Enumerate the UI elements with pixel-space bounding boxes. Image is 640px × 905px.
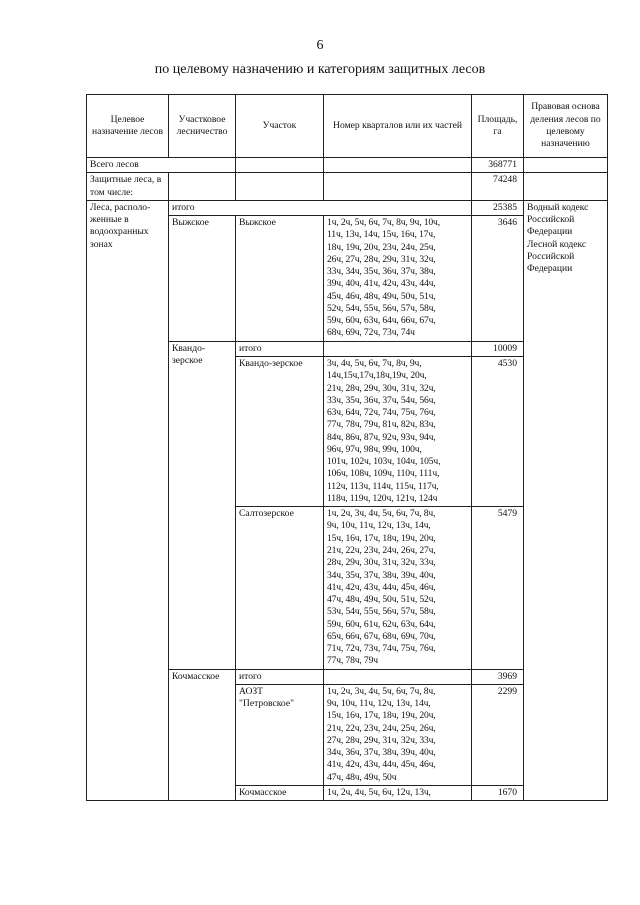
quarter-line: 112ч, 113ч, 114ч, 115ч, 117ч, [327,480,439,492]
kvando-plot: Квандо-зерское [236,356,324,506]
kvando-quarters [324,356,472,506]
quarter-line: 34ч, 35ч, 37ч, 38ч, 39ч, 40ч, [327,569,436,581]
header-purpose: Целевое назначение лесов [87,95,169,158]
aozt-area: 2299 [472,684,524,785]
quarter-line: 15ч, 16ч, 17ч, 18ч, 19ч, 20ч, [327,710,436,722]
protective-area: 74248 [472,173,524,201]
quarter-line: 77ч, 78ч, 79ч [327,655,378,667]
quarter-line: 63ч, 64ч, 72ч, 74ч, 75ч, 76ч, [327,407,436,419]
quarter-line: 18ч, 19ч, 20ч, 23ч, 24ч, 25ч, [327,241,436,253]
page-number: 6 [316,38,324,53]
quarter-line: 26ч, 27ч, 28ч, 29ч, 31ч, 32ч, [327,253,436,265]
quarter-line: 68ч, 69ч, 72ч, 73ч, 74ч [327,327,415,339]
quarter-line: 39ч, 40ч, 41ч, 42ч, 43ч, 44ч, [327,278,436,290]
protective-label: Защитные леса, в том числе: [87,173,169,201]
kochmas-plot: Кочмасское [236,786,324,801]
table-header-row [87,95,608,158]
legal-basis-text: Водный кодекс Российской Федерации Лесной кодекс Российской Федерации [524,200,608,800]
quarter-line: 41ч, 42ч, 43ч, 44ч, 45ч, 46ч, [327,759,436,771]
quarter-line: 45ч, 46ч, 48ч, 49ч, 50ч, 51ч, [327,290,436,302]
kvando-total-label: итого [236,341,324,356]
quarter-line: 28ч, 29ч, 30ч, 31ч, 32ч, 33ч, [327,557,436,569]
aozt-plot: АОЗТ "Петровское" [236,684,324,785]
quarter-line: 15ч, 16ч, 17ч, 18ч, 19ч, 20ч, [327,532,436,544]
salto-area: 5479 [472,507,524,669]
water-total-label: итого [169,200,472,215]
forest-table [86,94,608,801]
quarter-line: 14ч,15ч,17ч,18ч,19ч, 20ч, [327,370,427,382]
quarter-line: 71ч, 72ч, 73ч, 74ч, 75ч, 76ч, [327,643,436,655]
total-label: Всего лесов [87,158,236,173]
quarter-line: 21ч, 22ч, 23ч, 24ч, 26ч, 27ч, [327,544,436,556]
table-row-water-total [87,200,608,215]
kochmas-forestry: Кочмасское [169,669,236,801]
quarter-line: 27ч, 28ч, 29ч, 31ч, 32ч, 33ч, [327,734,436,746]
vyzh-quarters [324,216,472,342]
table-row-total [87,158,608,173]
kochmas-area: 1670 [472,786,524,801]
quarter-line: 33ч, 35ч, 36ч, 37ч, 54ч, 56ч, [327,394,436,406]
quarter-line: 47ч, 48ч, 49ч, 50ч, 51ч, 52ч, [327,594,436,606]
quarter-line: 77ч, 78ч, 79ч, 81ч, 82ч, 83ч, [327,419,436,431]
quarter-line: 101ч, 102ч, 103ч, 104ч, 105ч, [327,456,441,468]
quarter-line: 1ч, 2ч, 4ч, 5ч, 6ч, 12ч, 13ч, [327,787,431,799]
quarter-line: 52ч, 54ч, 55ч, 56ч, 57ч, 58ч, [327,302,436,314]
quarter-line: 21ч, 22ч, 23ч, 24ч, 25ч, 26ч, [327,722,436,734]
kvando-area: 4530 [472,356,524,506]
total-area: 368771 [472,158,524,173]
quarter-line: 59ч, 60ч, 61ч, 62ч, 63ч, 64ч, [327,618,436,630]
quarter-line: 1ч, 2ч, 3ч, 4ч, 5ч, 6ч, 7ч, 8ч, [327,685,436,697]
salto-quarters [324,507,472,669]
quarter-line: 84ч, 86ч, 87ч, 92ч, 93ч, 94ч, [327,431,436,443]
quarter-line: 41ч, 42ч, 43ч, 44ч, 45ч, 46ч, [327,581,436,593]
quarter-line: 33ч, 34ч, 35ч, 36ч, 37ч, 38ч, [327,266,436,278]
quarter-line: 47ч, 48ч, 49ч, 50ч [327,771,397,783]
quarter-line: 118ч, 119ч, 120ч, 121ч, 124ч [327,492,438,504]
kochmas-quarters [324,786,472,801]
kvando-forestry: Квандо-зерское [169,341,236,669]
quarter-line: 9ч, 10ч, 11ч, 12ч, 13ч, 14ч, [327,520,431,532]
header-plot: Участок [236,95,324,158]
quarter-line: 9ч, 10ч, 11ч, 12ч, 13ч, 14ч, [327,698,431,710]
header-legal: Правовая основа деления лесов по целевому назначению [524,95,608,158]
vyzh-area: 3646 [472,216,524,342]
water-total-area: 25385 [472,200,524,215]
kvando-total-area: 10009 [472,341,524,356]
quarter-line: 1ч, 2ч, 5ч, 6ч, 7ч, 8ч, 9ч, 10ч, [327,217,440,229]
vyzh-forestry: Выжское [169,216,236,342]
quarter-line: 11ч, 13ч, 14ч, 15ч, 16ч, 17ч, [327,229,436,241]
header-quarters: Номер кварталов или их частей [324,95,472,158]
quarter-line: 1ч, 2ч, 3ч, 4ч, 5ч, 6ч, 7ч, 8ч, [327,508,436,520]
kochmas-total-label: итого [236,669,324,684]
salto-plot: Салтозерское [236,507,324,669]
header-forestry: Участковое лесничество [169,95,236,158]
quarter-line: 21ч, 28ч, 29ч, 30ч, 31ч, 32ч, [327,382,436,394]
quarter-line: 53ч, 54ч, 55ч, 56ч, 57ч, 58ч, [327,606,436,618]
quarter-line: 59ч, 60ч, 63ч, 64ч, 66ч, 67ч, [327,315,436,327]
quarter-line: 106ч, 108ч, 109ч, 110ч, 111ч, [327,468,440,480]
page-heading: по целевому назначению и категориям защитных лесов [154,62,486,77]
vyzh-plot: Выжское [236,216,324,342]
aozt-quarters [324,684,472,785]
header-area: Площадь, га [472,95,524,158]
quarter-line: 34ч, 36ч, 37ч, 38ч, 39ч, 40ч, [327,747,436,759]
quarter-line: 96ч, 97ч, 98ч, 99ч, 100ч, [327,443,422,455]
water-purpose-label: Леса, располо-женные в водоохранных зонах [87,200,169,800]
kochmas-total-area: 3969 [472,669,524,684]
quarter-line: 65ч, 66ч, 67ч, 68ч, 69ч, 70ч, [327,630,436,642]
quarter-line: 3ч, 4ч, 5ч, 6ч, 7ч, 8ч, 9ч, [327,357,422,369]
table-row-protective [87,173,608,201]
